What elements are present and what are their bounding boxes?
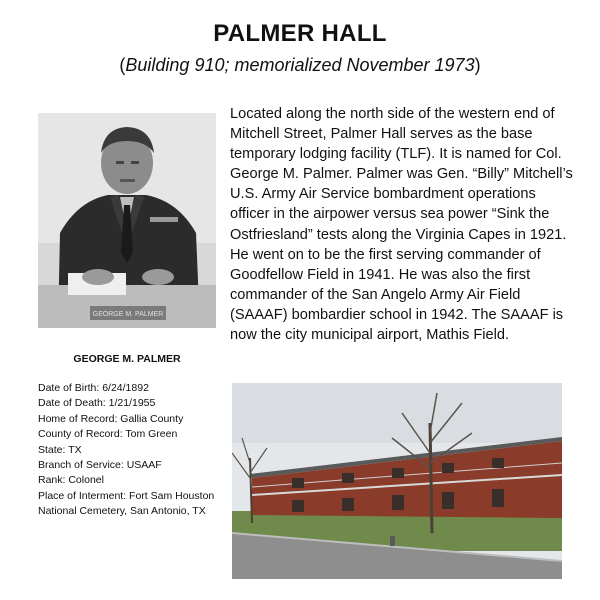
facts-list: [38, 381, 223, 520]
subtitle-text: Building 910; memorialized November 1973: [125, 55, 475, 75]
portrait-photo: [38, 113, 216, 328]
subtitle-close-paren: ): [474, 55, 481, 75]
page-subtitle: [0, 55, 600, 76]
portrait-caption: GEORGE M. PALMER: [73, 353, 181, 365]
history-paragraph: Located along the north side of the western end of Mitchell Street, Palmer Hall serves as the base temporary lodging facility (TLF). It is named for Col. George M. Palmer. Palmer was Gen. “Billy” Mitchell’s U.S. Army Air Service bombardment operations officer in the airpower versus sea power “Sink the Ostfriesland” tests along the Virginia Capes in 1921. He went on to be the first serving commander of Goodfellow Field in 1941. He was also the first commander of the San Angelo Army Air Field (SAAAF) bombardier school in 1942. The SAAAF is now the city municipal airport, Mathis Field.: [230, 106, 573, 344]
fact-rank: Rank: Colonel: [38, 474, 104, 487]
subtitle-open-paren: (: [119, 55, 126, 75]
fact-state: State: TX: [38, 443, 82, 456]
fact-date-of-death: Date of Death: 1/21/1955: [38, 397, 156, 410]
building-photo: [232, 383, 562, 579]
fact-branch-of-service: Branch of Service: USAAF: [38, 459, 162, 472]
page-title: PALMER HALL: [213, 20, 387, 47]
fact-place-of-interment: Place of Interment: Fort Sam Houston National Cemetery, San Antonio, TX: [38, 489, 215, 518]
fact-home-of-record: Home of Record: Gallia County: [38, 412, 184, 425]
fact-date-of-birth: Date of Birth: 6/24/1892: [38, 382, 149, 394]
fact-county-of-record: County of Record: Tom Green: [38, 428, 178, 441]
nameplate-text: GEORGE M. PALMER: [92, 311, 164, 318]
